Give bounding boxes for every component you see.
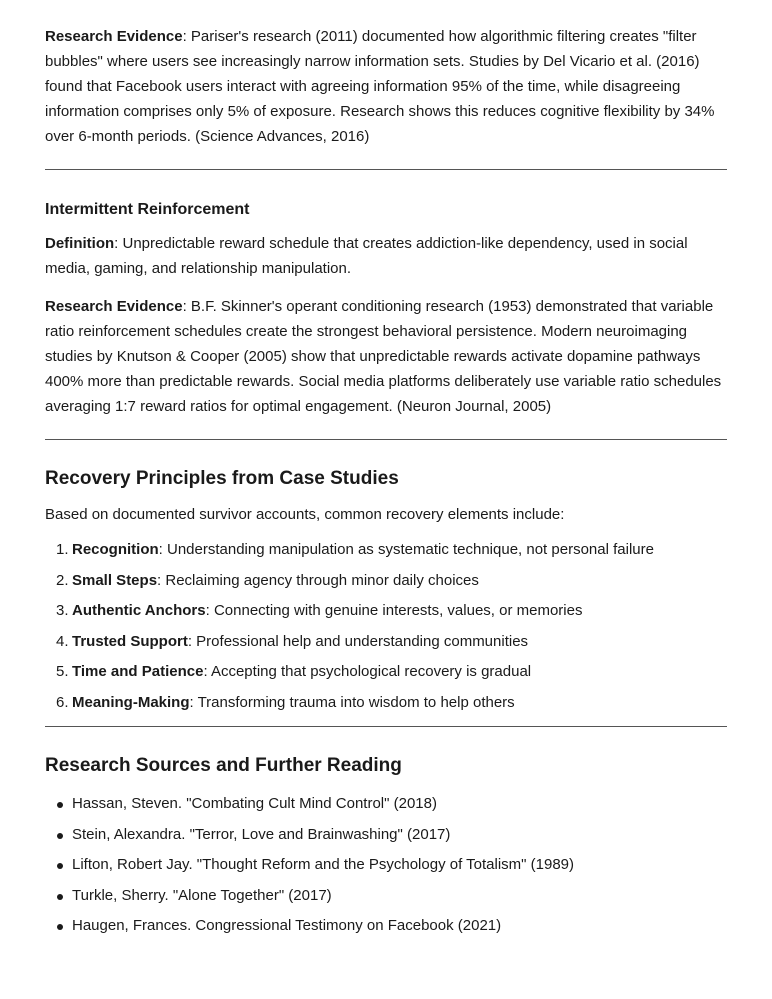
item-text: : Professional help and understanding communities [187,632,529,650]
item-label: Recognition [72,541,159,558]
source-text: Hassan, Steven. "Combating Cult Mind Control" (2018) [72,795,437,812]
list-number: 5. [56,663,69,680]
list-item [45,855,727,886]
list-item [45,886,727,917]
source-text: Stein, Alexandra. "Terror, Love and Brainwashing" (2017) [72,825,451,843]
section-heading-intermittent-reinforcement: Intermittent Reinforcement [45,201,250,218]
list-item [45,540,727,571]
definition-text: : Unpredictable reward schedule that creates addiction-like dependency, used in social media, gaming, and relationship manipulation. [45,235,688,277]
list-number: 2. [56,571,69,589]
sources-list [45,794,727,947]
filter-bubble-evidence [45,0,727,149]
bullet-icon [57,863,63,869]
list-number: 4. [56,632,69,650]
item-text: : Connecting with genuine interests, values, or memories [205,602,583,619]
item-text: : Understanding manipulation as systematic technique, not personal failure [158,541,654,558]
item-label: Small Steps [72,571,158,589]
evidence-text: : Pariser's research (2011) documented how algorithmic filtering creates "filter bubbles" where users see increasingly narrow information sets. Studies by Del Vicario et al. (2016) found that Facebook users interact with agreeing information 95% of the time, while disagreeing information comprises only 5% of exposure. Research shows this reduces cognitive flexibility by 34% over 6-month periods. (Science Advances, 2016) [45,28,715,145]
recovery-principles-list [45,540,727,723]
list-item [45,632,727,663]
bullet-icon [57,802,63,808]
recovery-intro: Based on documented survivor accounts, common recovery elements include: [45,506,565,523]
list-item [45,693,727,724]
list-item [45,794,727,825]
evidence-label: Research Evidence [45,28,183,45]
list-item [45,916,727,947]
item-text: : Accepting that psychological recovery is gradual [203,663,532,680]
bullet-icon [57,924,63,930]
item-text: : Reclaiming agency through minor daily choices [157,571,479,589]
section-divider [45,439,727,440]
source-text: Lifton, Robert Jay. "Thought Reform and the Psychology of Totalism" (1989) [72,856,575,873]
definition-label: Definition [45,235,115,252]
item-label: Trusted Support [72,632,188,650]
list-item [45,662,727,693]
bullet-icon [57,894,63,900]
list-item [45,571,727,602]
section-heading-research-sources: Research Sources and Further Reading [45,755,402,776]
evidence-text: : B.F. Skinner's operant conditioning research (1953) demonstrated that variable ratio reinforcement schedules create the strongest behavioral persistence. Modern neuroimaging studies by Knutson & Cooper (2005) show that unpredictable rewards activate dopamine pathways 400% more than predictable rewards. Social media platforms deliberately use variable ratio schedules averaging 1:7 reward ratios for optimal engagement. (Neuron Journal, 2005) [45,298,722,415]
list-item [45,601,727,632]
list-item [45,825,727,856]
bullet-icon [57,833,63,839]
list-number: 6. [56,693,69,711]
item-label: Time and Patience [72,663,204,680]
source-text: Haugen, Frances. Congressional Testimony on Facebook (2021) [72,917,502,934]
section-divider [45,169,727,170]
reinforcement-definition [45,231,727,281]
reinforcement-evidence [45,294,727,419]
source-text: Turkle, Sherry. "Alone Together" (2017) [72,886,332,904]
section-divider [45,726,727,727]
section-heading-recovery-principles: Recovery Principles from Case Studies [45,468,399,489]
evidence-label: Research Evidence [45,298,183,315]
list-number: 3. [56,602,69,619]
item-label: Authentic Anchors [72,602,206,619]
item-label: Meaning-Making [72,693,190,711]
item-text: : Transforming trauma into wisdom to help others [189,693,515,711]
list-number: 1. [56,541,69,558]
